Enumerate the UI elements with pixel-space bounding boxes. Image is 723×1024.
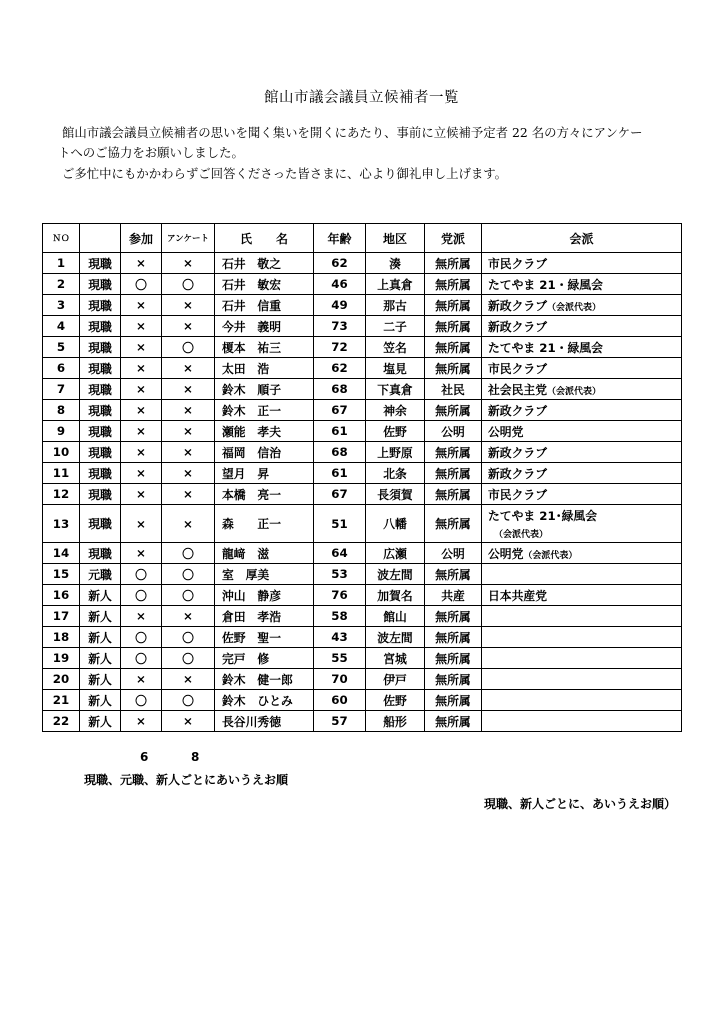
cell-name: 石井 敏宏 <box>215 274 314 295</box>
cell-ankeeto: × <box>162 253 215 274</box>
cell-age: 64 <box>314 543 366 564</box>
cell-kaiha <box>482 648 682 669</box>
cell-party: 無所属 <box>425 606 482 627</box>
cell-age: 43 <box>314 627 366 648</box>
cell-name: 今井 義明 <box>215 316 314 337</box>
cell-kaiha <box>482 442 682 463</box>
cell-kaiha <box>482 505 682 543</box>
kaiha-name: たてやま 21･緑風会 <box>488 509 598 523</box>
cell-ankeeto: × <box>162 505 215 543</box>
table-row <box>43 669 682 690</box>
cell-party: 無所属 <box>425 253 482 274</box>
cell-district: 伊戸 <box>366 669 425 690</box>
cell-status: 元職 <box>80 564 121 585</box>
table-row <box>43 379 682 400</box>
cell-sanka: × <box>121 295 162 316</box>
kaiha-name: 市民クラブ <box>488 361 547 376</box>
cell-ankeeto: × <box>162 442 215 463</box>
cell-no: 13 <box>43 505 80 543</box>
cell-party: 無所属 <box>425 648 482 669</box>
table-row <box>43 295 682 316</box>
cell-name: 榎本 祐三 <box>215 337 314 358</box>
cell-no: 15 <box>43 564 80 585</box>
sort-note-1: 現職、元職、新人ごとにあいうえお順 <box>84 773 289 787</box>
cell-name: 森 正一 <box>215 505 314 543</box>
cell-sanka: × <box>121 505 162 543</box>
cell-status: 新人 <box>80 690 121 711</box>
cell-age: 68 <box>314 379 366 400</box>
cell-district: 広瀬 <box>366 543 425 564</box>
cell-name: 望月 昇 <box>215 463 314 484</box>
cell-district: 佐野 <box>366 690 425 711</box>
kaiha-name: 新政クラブ <box>488 466 547 481</box>
cell-kaiha <box>482 484 682 505</box>
cell-sanka: × <box>121 316 162 337</box>
cell-status: 現職 <box>80 543 121 564</box>
header-status <box>80 224 121 253</box>
cell-ankeeto: × <box>162 606 215 627</box>
header-no: ＮＯ <box>43 224 80 253</box>
cell-age: 51 <box>314 505 366 543</box>
cell-ankeeto: 〇 <box>162 564 215 585</box>
cell-name: 太田 浩 <box>215 358 314 379</box>
cell-district: 那古 <box>366 295 425 316</box>
cell-district: 下真倉 <box>366 379 425 400</box>
cell-ankeeto: 〇 <box>162 627 215 648</box>
cell-ankeeto: 〇 <box>162 585 215 606</box>
cell-no: 6 <box>43 358 80 379</box>
cell-district: 船形 <box>366 711 425 732</box>
cell-sanka: × <box>121 484 162 505</box>
cell-kaiha <box>482 606 682 627</box>
table-row <box>43 564 682 585</box>
cell-district: 笠名 <box>366 337 425 358</box>
cell-district: 八幡 <box>366 505 425 543</box>
table-row <box>43 648 682 669</box>
table-row <box>43 316 682 337</box>
cell-status: 現職 <box>80 400 121 421</box>
cell-age: 68 <box>314 442 366 463</box>
cell-ankeeto: × <box>162 463 215 484</box>
cell-age: 70 <box>314 669 366 690</box>
cell-age: 58 <box>314 606 366 627</box>
cell-status: 現職 <box>80 421 121 442</box>
header-kaiha: 会派 <box>482 224 682 253</box>
cell-sanka: 〇 <box>121 690 162 711</box>
cell-kaiha <box>482 543 682 564</box>
cell-age: 62 <box>314 358 366 379</box>
cell-age: 73 <box>314 316 366 337</box>
cell-sanka: × <box>121 379 162 400</box>
cell-party: 無所属 <box>425 711 482 732</box>
cell-no: 22 <box>43 711 80 732</box>
cell-kaiha <box>482 274 682 295</box>
kaiha-name: 市民クラブ <box>488 487 547 502</box>
sort-note-2: 現職、新人ごとに、あいうえお順） <box>483 797 676 811</box>
cell-status: 新人 <box>80 627 121 648</box>
table-row <box>43 274 682 295</box>
cell-sanka: × <box>121 463 162 484</box>
kaiha-note: （会派代表） <box>547 302 602 313</box>
candidate-table <box>42 223 682 732</box>
table-row <box>43 463 682 484</box>
table-row <box>43 421 682 442</box>
kaiha-name: 公明党 <box>488 424 524 439</box>
cell-sanka: 〇 <box>121 648 162 669</box>
cell-status: 新人 <box>80 669 121 690</box>
intro-text <box>58 123 692 184</box>
table-row <box>43 543 682 564</box>
cell-sanka: × <box>121 669 162 690</box>
table-row <box>43 585 682 606</box>
cell-age: 62 <box>314 253 366 274</box>
cell-no: 9 <box>43 421 80 442</box>
cell-ankeeto: 〇 <box>162 648 215 669</box>
cell-kaiha <box>482 379 682 400</box>
cell-sanka: × <box>121 253 162 274</box>
cell-no: 5 <box>43 337 80 358</box>
header-age: 年齢 <box>314 224 366 253</box>
cell-status: 現職 <box>80 463 121 484</box>
cell-age: 53 <box>314 564 366 585</box>
cell-status: 新人 <box>80 606 121 627</box>
cell-no: 19 <box>43 648 80 669</box>
cell-sanka: × <box>121 606 162 627</box>
table-row <box>43 337 682 358</box>
cell-kaiha <box>482 669 682 690</box>
cell-ankeeto: 〇 <box>162 543 215 564</box>
cell-district: 波左間 <box>366 564 425 585</box>
table-row <box>43 627 682 648</box>
cell-ankeeto: × <box>162 484 215 505</box>
cell-party: 無所属 <box>425 690 482 711</box>
cell-name: 完戸 修 <box>215 648 314 669</box>
cell-status: 現職 <box>80 484 121 505</box>
kaiha-name: 新政クラブ <box>488 298 547 313</box>
cell-party: 無所属 <box>425 295 482 316</box>
cell-status: 新人 <box>80 648 121 669</box>
cell-party: 無所属 <box>425 505 482 543</box>
cell-district: 波左間 <box>366 627 425 648</box>
cell-status: 現職 <box>80 379 121 400</box>
cell-age: 61 <box>314 463 366 484</box>
cell-name: 倉田 孝浩 <box>215 606 314 627</box>
cell-district: 宮城 <box>366 648 425 669</box>
cell-name: 鈴木 健一郎 <box>215 669 314 690</box>
kaiha-note: （会派代表） <box>494 530 549 540</box>
page-title: 館山市議会議員立候補者一覧 <box>264 90 459 106</box>
cell-party: 共産 <box>425 585 482 606</box>
cell-no: 7 <box>43 379 80 400</box>
cell-ankeeto: × <box>162 316 215 337</box>
cell-status: 現職 <box>80 295 121 316</box>
cell-kaiha <box>482 400 682 421</box>
cell-ankeeto: × <box>162 358 215 379</box>
kaiha-name: 新政クラブ <box>488 403 547 418</box>
cell-district: 佐野 <box>366 421 425 442</box>
cell-no: 10 <box>43 442 80 463</box>
cell-no: 1 <box>43 253 80 274</box>
cell-party: 無所属 <box>425 463 482 484</box>
cell-kaiha <box>482 627 682 648</box>
cell-kaiha <box>482 690 682 711</box>
table-body <box>43 253 682 732</box>
cell-district: 館山 <box>366 606 425 627</box>
cell-age: 60 <box>314 690 366 711</box>
cell-sanka: × <box>121 421 162 442</box>
cell-status: 現職 <box>80 253 121 274</box>
cell-sanka: × <box>121 711 162 732</box>
cell-status: 新人 <box>80 585 121 606</box>
kaiha-name: 日本共産党 <box>488 588 547 603</box>
cell-status: 現職 <box>80 337 121 358</box>
cell-party: 無所属 <box>425 274 482 295</box>
cell-kaiha <box>482 711 682 732</box>
kaiha-name: たてやま 21・緑風会 <box>488 340 603 355</box>
header-district: 地区 <box>366 224 425 253</box>
kaiha-name: 公明党 <box>488 546 524 561</box>
cell-sanka: × <box>121 358 162 379</box>
cell-no: 21 <box>43 690 80 711</box>
kaiha-name: たてやま 21・緑風会 <box>488 277 603 292</box>
cell-no: 3 <box>43 295 80 316</box>
table-row <box>43 400 682 421</box>
cell-kaiha <box>482 463 682 484</box>
cell-party: 無所属 <box>425 442 482 463</box>
cell-district: 塩見 <box>366 358 425 379</box>
cell-status: 新人 <box>80 711 121 732</box>
cell-party: 無所属 <box>425 337 482 358</box>
cell-no: 17 <box>43 606 80 627</box>
cell-name: 本橋 亮一 <box>215 484 314 505</box>
cell-ankeeto: 〇 <box>162 690 215 711</box>
cell-party: 無所属 <box>425 316 482 337</box>
cell-sanka: 〇 <box>121 585 162 606</box>
cell-sanka: 〇 <box>121 564 162 585</box>
cell-party: 無所属 <box>425 669 482 690</box>
cell-name: 福岡 信治 <box>215 442 314 463</box>
cell-age: 55 <box>314 648 366 669</box>
cell-name: 石井 敬之 <box>215 253 314 274</box>
cell-status: 現職 <box>80 316 121 337</box>
kaiha-name: 新政クラブ <box>488 319 547 334</box>
cell-kaiha <box>482 295 682 316</box>
cell-party: 公明 <box>425 421 482 442</box>
intro-line-3: ご多忙中にもかかわらずご回答くださった皆さまに、心より御礼申し上げます。 <box>62 166 508 181</box>
cell-kaiha <box>482 358 682 379</box>
cell-name: 鈴木 順子 <box>215 379 314 400</box>
cell-no: 8 <box>43 400 80 421</box>
cell-district: 上真倉 <box>366 274 425 295</box>
cell-status: 現職 <box>80 358 121 379</box>
cell-ankeeto: × <box>162 295 215 316</box>
cell-ankeeto: × <box>162 421 215 442</box>
cell-no: 14 <box>43 543 80 564</box>
table-row <box>43 711 682 732</box>
cell-no: 16 <box>43 585 80 606</box>
kaiha-note: （会派代表） <box>523 550 578 561</box>
cell-name: 鈴木 ひとみ <box>215 690 314 711</box>
cell-party: 無所属 <box>425 484 482 505</box>
cell-district: 二子 <box>366 316 425 337</box>
cell-party: 無所属 <box>425 627 482 648</box>
table-row <box>43 484 682 505</box>
cell-name: 石井 信重 <box>215 295 314 316</box>
cell-district: 神余 <box>366 400 425 421</box>
cell-ankeeto: 〇 <box>162 337 215 358</box>
cell-no: 20 <box>43 669 80 690</box>
total-ankeeto: 8 <box>191 750 200 764</box>
cell-name: 鈴木 正一 <box>215 400 314 421</box>
cell-ankeeto: × <box>162 711 215 732</box>
cell-name: 龍﨑 滋 <box>215 543 314 564</box>
cell-district: 加賀名 <box>366 585 425 606</box>
cell-party: 公明 <box>425 543 482 564</box>
cell-ankeeto: 〇 <box>162 274 215 295</box>
kaiha-name: 社会民主党 <box>488 382 547 397</box>
cell-status: 現職 <box>80 505 121 543</box>
table-row <box>43 442 682 463</box>
cell-name: 瀬能 孝夫 <box>215 421 314 442</box>
cell-ankeeto: × <box>162 669 215 690</box>
cell-party: 社民 <box>425 379 482 400</box>
kaiha-name: 市民クラブ <box>488 256 547 271</box>
cell-sanka: × <box>121 400 162 421</box>
cell-party: 無所属 <box>425 564 482 585</box>
cell-status: 現職 <box>80 274 121 295</box>
cell-age: 72 <box>314 337 366 358</box>
table-row <box>43 505 682 543</box>
cell-kaiha <box>482 316 682 337</box>
header-name: 氏 名 <box>215 224 314 253</box>
cell-sanka: × <box>121 543 162 564</box>
cell-district: 上野原 <box>366 442 425 463</box>
cell-ankeeto: × <box>162 379 215 400</box>
cell-kaiha <box>482 421 682 442</box>
table-row <box>43 358 682 379</box>
intro-line-1: 館山市議会議員立候補者の思いを聞く集いを開くにあたり、事前に立候補予定者 22 名の方々にアンケー <box>62 125 643 140</box>
cell-name: 室 厚美 <box>215 564 314 585</box>
cell-name: 佐野 聖一 <box>215 627 314 648</box>
cell-district: 長須賀 <box>366 484 425 505</box>
cell-no: 11 <box>43 463 80 484</box>
cell-no: 2 <box>43 274 80 295</box>
cell-age: 76 <box>314 585 366 606</box>
cell-age: 57 <box>314 711 366 732</box>
cell-kaiha <box>482 337 682 358</box>
kaiha-note: （会派代表） <box>547 386 602 397</box>
intro-line-2: トへのご協力をお願いしました。 <box>58 145 244 160</box>
cell-name: 沖山 静彦 <box>215 585 314 606</box>
cell-age: 61 <box>314 421 366 442</box>
cell-age: 67 <box>314 400 366 421</box>
cell-sanka: × <box>121 337 162 358</box>
cell-age: 67 <box>314 484 366 505</box>
cell-district: 湊 <box>366 253 425 274</box>
cell-kaiha <box>482 564 682 585</box>
cell-sanka: 〇 <box>121 627 162 648</box>
cell-district: 北条 <box>366 463 425 484</box>
cell-status: 現職 <box>80 442 121 463</box>
table-row <box>43 606 682 627</box>
cell-no: 4 <box>43 316 80 337</box>
cell-no: 12 <box>43 484 80 505</box>
kaiha-name: 新政クラブ <box>488 445 547 460</box>
total-sanka: 6 <box>140 750 149 764</box>
cell-age: 46 <box>314 274 366 295</box>
cell-kaiha <box>482 585 682 606</box>
cell-party: 無所属 <box>425 358 482 379</box>
cell-kaiha <box>482 253 682 274</box>
cell-sanka: × <box>121 442 162 463</box>
cell-ankeeto: × <box>162 400 215 421</box>
cell-no: 18 <box>43 627 80 648</box>
table-row <box>43 253 682 274</box>
cell-party: 無所属 <box>425 400 482 421</box>
cell-sanka: 〇 <box>121 274 162 295</box>
header-party: 党派 <box>425 224 482 253</box>
table-row <box>43 690 682 711</box>
header-ankeeto: アンケート <box>162 224 215 253</box>
table-header-row <box>43 224 682 253</box>
cell-name: 長谷川秀徳 <box>215 711 314 732</box>
cell-age: 49 <box>314 295 366 316</box>
header-sanka: 参加 <box>121 224 162 253</box>
